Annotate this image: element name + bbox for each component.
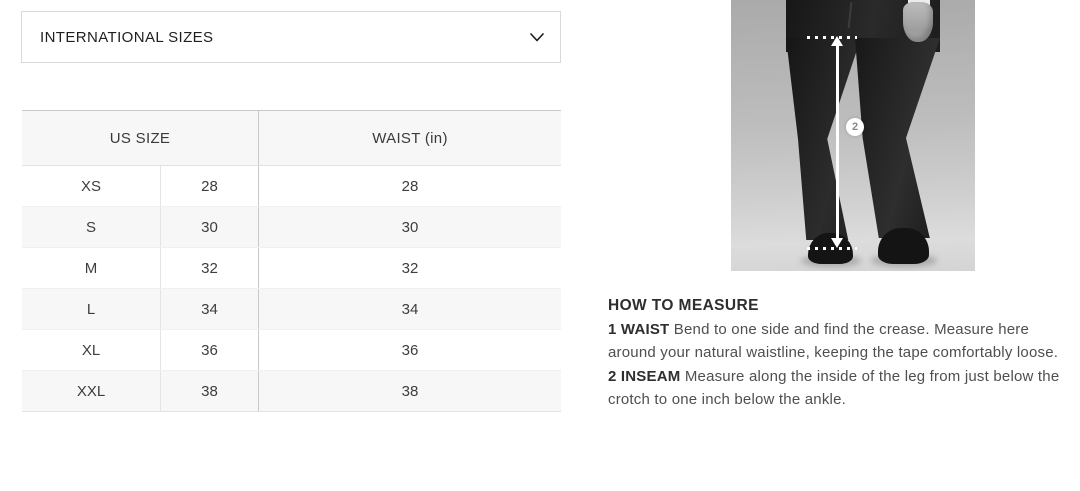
size-label-cell: S [85,218,96,236]
table-row [22,289,561,330]
size-label-cell: XS [80,177,101,195]
waist-cell: 38 [258,371,561,411]
pants-left-leg-shape [786,38,861,240]
table-row [22,207,561,248]
waist-instruction-label: 1 WAIST [608,320,670,338]
size-chart-table [22,110,561,412]
waist-cell: 30 [258,207,561,247]
column-header-waist: WAIST (in) [258,111,561,165]
waist-cell: 36 [258,330,561,370]
us-number-cell: 32 [160,248,258,288]
column-header-us-size: US SIZE [109,129,171,147]
measurement-photo [731,0,975,271]
pants-right-leg-shape [855,38,940,238]
us-number-cell: 38 [160,371,258,411]
right-shoe-shape [878,228,929,264]
waist-cell: 28 [258,166,561,206]
waist-instruction [608,318,1078,365]
inseam-arrowhead-up-icon [831,36,843,46]
size-label-cell: XL [81,341,101,359]
inseam-arrowhead-down-icon [831,238,843,248]
size-table-header-row [22,111,561,166]
us-number-cell: 34 [160,289,258,329]
us-number-cell: 28 [160,166,258,206]
table-row [22,166,561,207]
international-sizes-dropdown[interactable] [21,11,561,63]
us-number-cell: 36 [160,330,258,370]
inseam-instruction-text: Measure along the inside of the leg from just below the crotch to one inch below the ankle. [608,367,1060,408]
size-label-cell: M [84,259,98,277]
dropdown-label: INTERNATIONAL SIZES [40,28,214,46]
table-row [22,371,561,412]
measure-point-2-badge: 2 [846,118,864,136]
chevron-down-icon [530,33,544,42]
waist-cell: 34 [258,289,561,329]
us-number-cell: 30 [160,207,258,247]
inseam-arrow [836,44,839,240]
table-row [22,330,561,371]
inseam-instruction [608,365,1078,412]
hand-shape [903,2,933,42]
table-row [22,248,561,289]
how-to-measure-heading: HOW TO MEASURE [608,297,759,314]
how-to-measure-section [608,294,1078,412]
size-label-cell: L [86,300,96,318]
waist-cell: 32 [258,248,561,288]
inseam-instruction-label: 2 INSEAM [608,367,681,385]
waist-instruction-text: Bend to one side and find the crease. Measure here around your natural waistline, keeping the tape comfortably loose. [608,320,1059,361]
size-label-cell: XXL [76,382,106,400]
